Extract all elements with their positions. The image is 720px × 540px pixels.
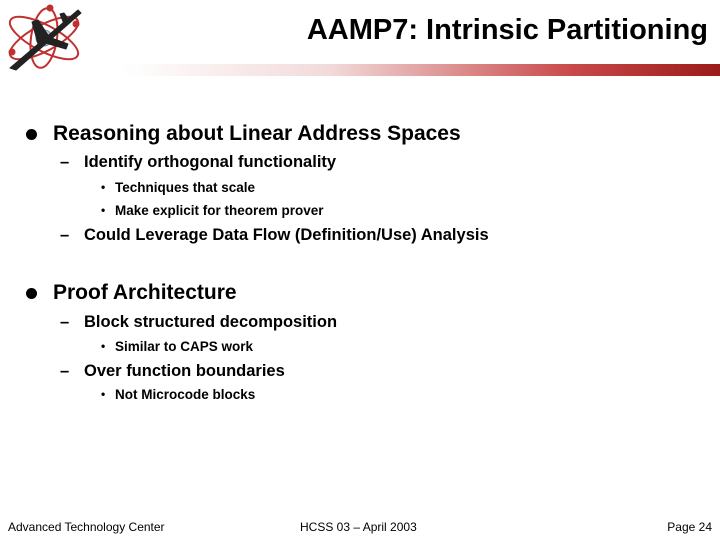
sub-bullet-text: Block structured decomposition	[84, 313, 338, 331]
bullet-marker: •	[101, 387, 106, 401]
sub-sub-bullet-text: Similar to CAPS work	[115, 339, 254, 354]
footer-page-number: Page 24	[667, 520, 712, 534]
sub-sub-bullet-text: Make explicit for theorem prover	[115, 203, 324, 218]
dash-marker: –	[60, 153, 70, 171]
bullet-dot	[26, 288, 37, 299]
footer-conference: HCSS 03 – April 2003	[300, 520, 417, 534]
logo-electron	[73, 21, 80, 28]
bullet-text: Reasoning about Linear Address Spaces	[53, 122, 461, 145]
sub-bullet-text: Over function boundaries	[84, 362, 285, 380]
footer-organization: Advanced Technology Center	[8, 520, 165, 534]
sub-sub-bullet-text: Not Microcode blocks	[115, 387, 256, 402]
logo-electron	[9, 49, 16, 56]
dash-marker: –	[60, 362, 70, 380]
title-gradient-bar	[120, 64, 720, 76]
logo-electron	[47, 5, 54, 12]
bullet-text: Proof Architecture	[53, 281, 237, 304]
atom-airplane-logo	[2, 2, 86, 74]
bullet-marker: •	[101, 339, 106, 353]
sub-sub-bullet-text: Techniques that scale	[115, 180, 256, 195]
bullet-marker: •	[101, 180, 106, 194]
slide-title: AAMP7: Intrinsic Partitioning	[306, 14, 708, 46]
dash-marker: –	[60, 313, 70, 331]
bullet-dot	[26, 129, 37, 140]
sub-bullet-text: Could Leverage Data Flow (Definition/Use) Analysis	[84, 226, 489, 244]
dash-marker: –	[60, 226, 70, 244]
bullet-marker: •	[101, 203, 106, 217]
sub-bullet-text: Identify orthogonal functionality	[84, 153, 337, 171]
